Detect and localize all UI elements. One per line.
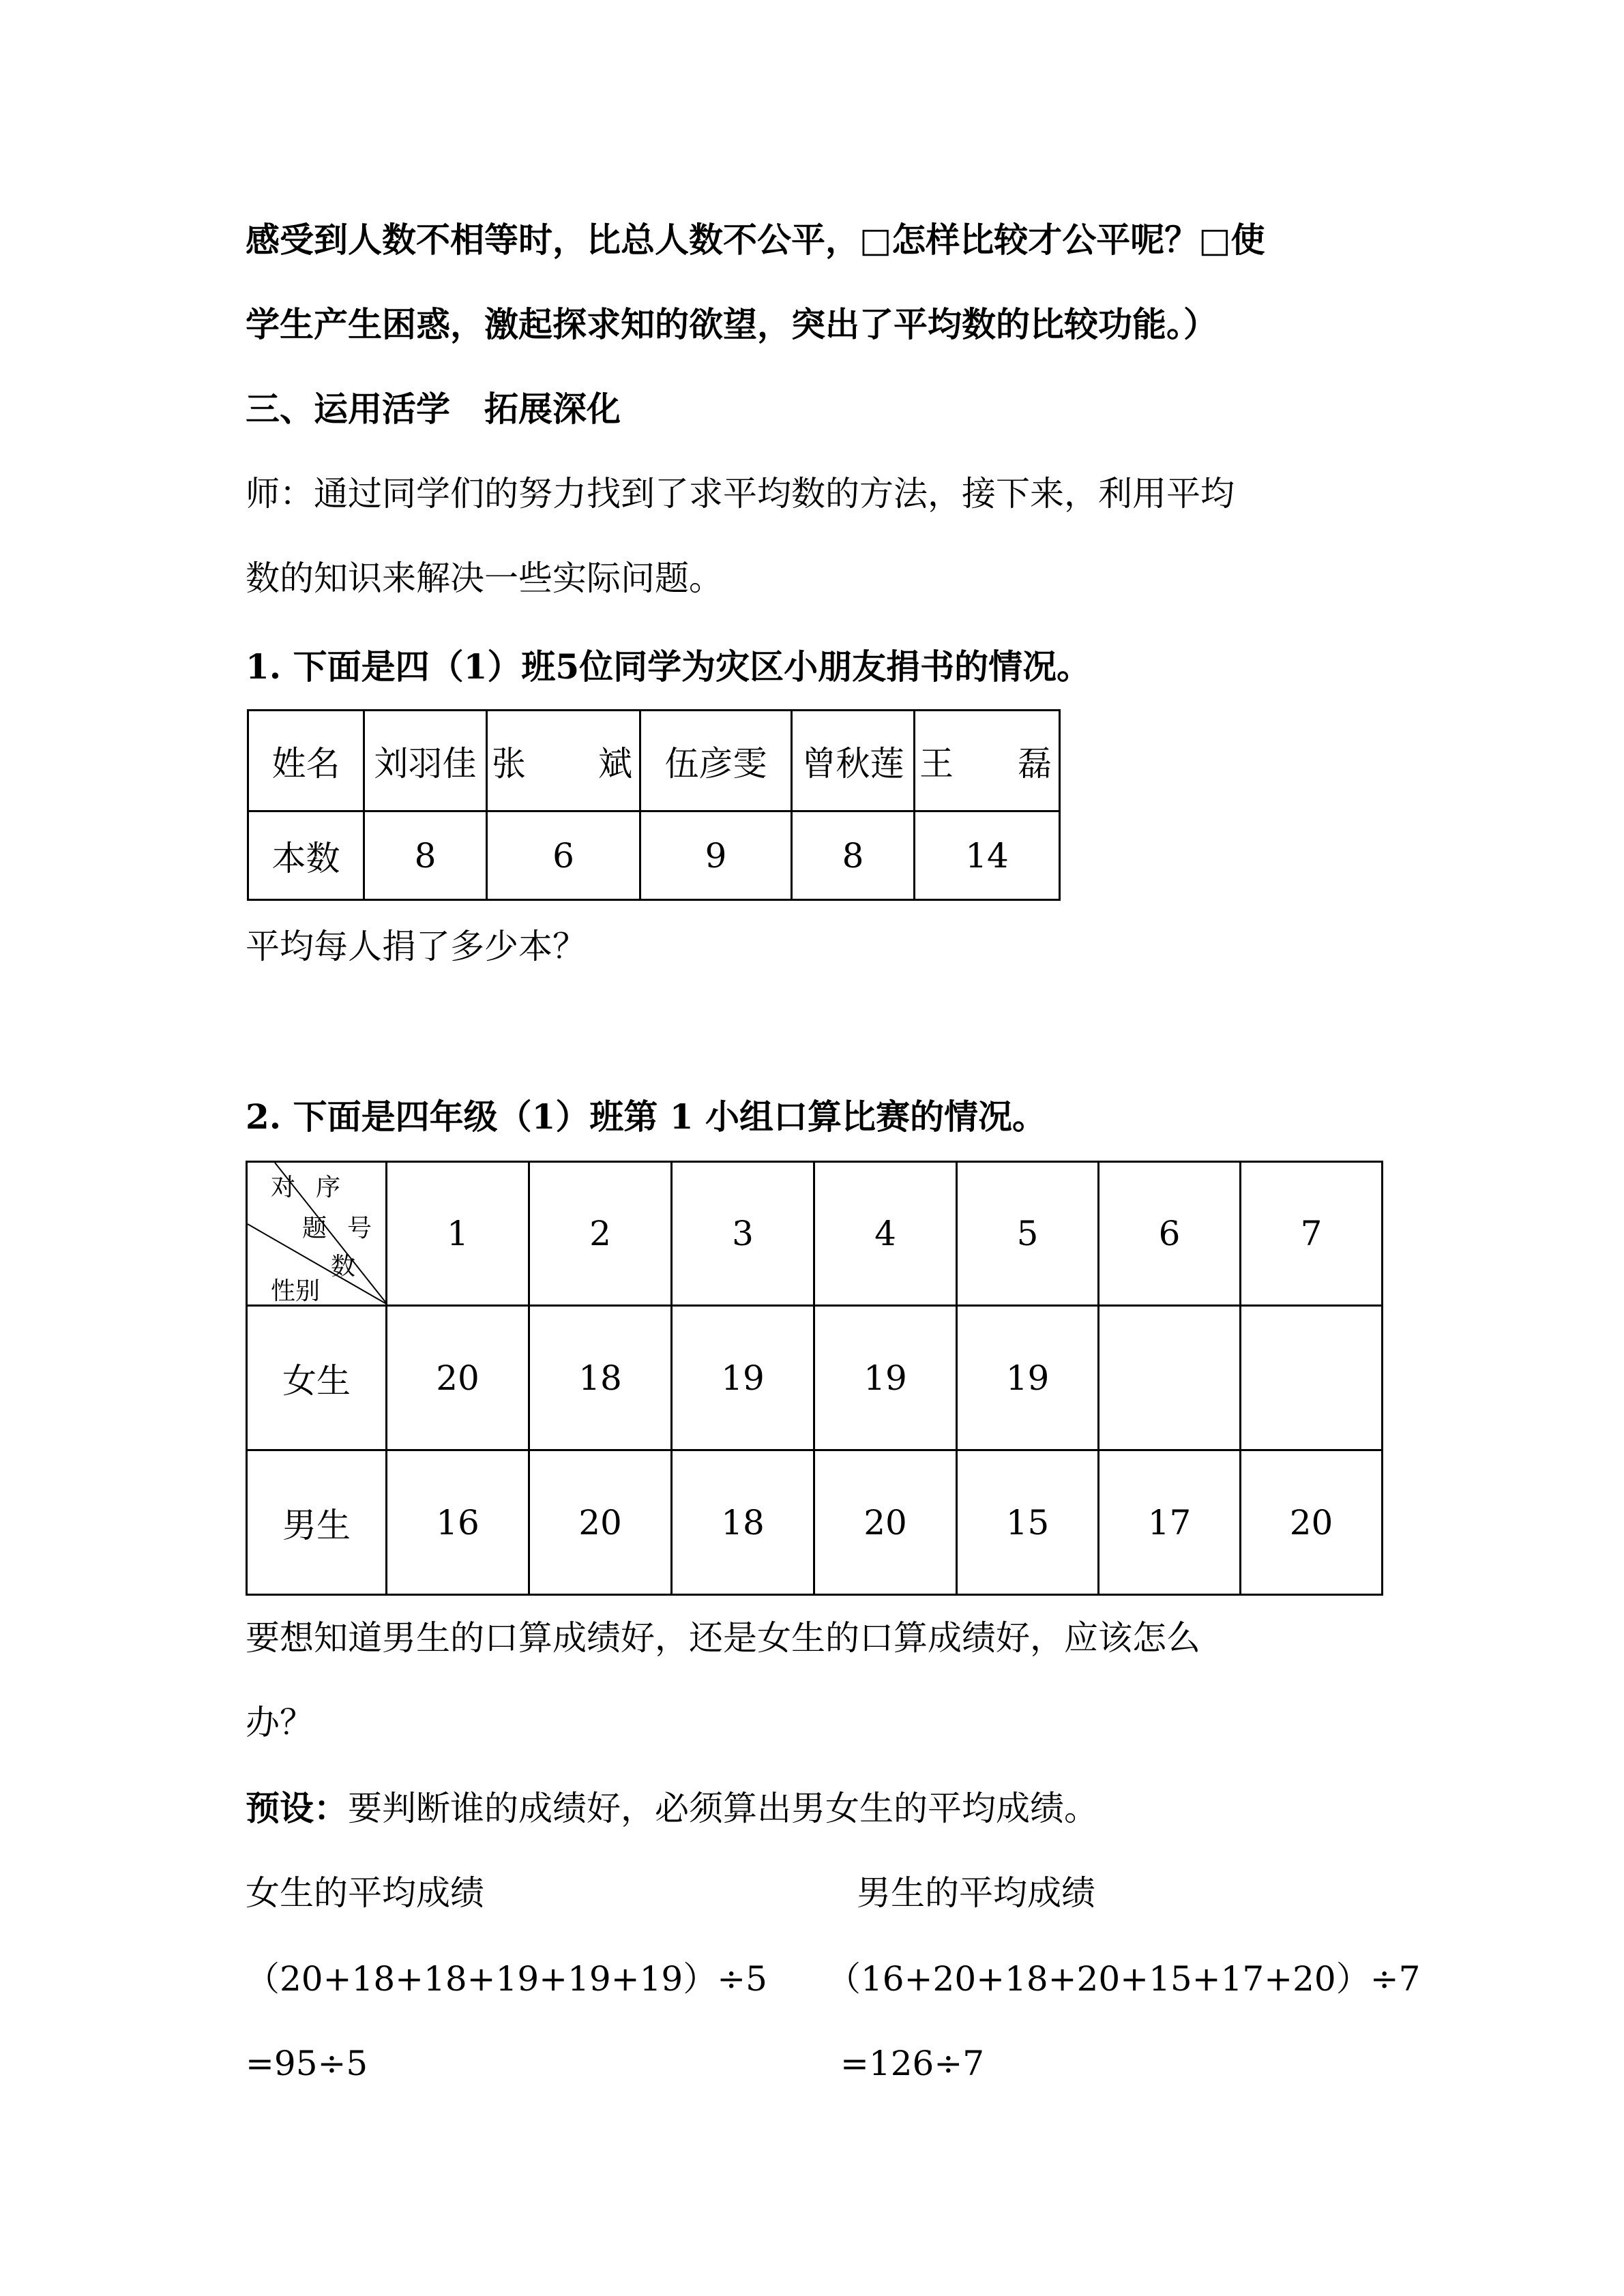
table-header-count: 本数: [248, 811, 364, 900]
name-cell: [487, 711, 640, 811]
boys-average-title: 男生的平均成绩: [857, 1873, 1095, 1913]
score-cell: [1099, 1306, 1241, 1450]
score-cell: 20: [387, 1306, 529, 1450]
count-cell: 8: [792, 811, 915, 900]
section-heading-3: 三、运用活学 拓展深化: [246, 389, 621, 429]
name-part: 张: [492, 743, 526, 784]
column-header: 6: [1099, 1162, 1241, 1306]
corner-label: 数: [331, 1253, 356, 1281]
diagonal-header-cell: [247, 1162, 387, 1306]
paragraph-line-2: 学生产生困惑，激起探求知的欲望，突出了平均数的比较功能。）: [246, 304, 1217, 344]
score-cell: 17: [1099, 1450, 1241, 1595]
corner-label: 题: [302, 1214, 327, 1242]
score-cell: 20: [1241, 1450, 1383, 1595]
score-cell: 18: [672, 1450, 814, 1595]
column-header: 5: [957, 1162, 1099, 1306]
score-cell: 18: [529, 1306, 672, 1450]
score-cell: [1241, 1306, 1383, 1450]
preset-text: 要判断谁的成绩好，必须算出男女生的平均成绩。: [348, 1789, 1098, 1828]
name-cell: 伍彦雯: [640, 711, 792, 811]
name-part: 斌: [598, 743, 632, 784]
score-cell: 20: [529, 1450, 672, 1595]
name-cell: 曾秋莲: [792, 711, 915, 811]
question-2-prompt-line-2: 办？: [246, 1703, 314, 1742]
boys-expression: （16+20+18+20+15+17+20）÷7: [827, 1959, 1421, 1999]
score-cell: 19: [957, 1306, 1099, 1450]
question-2-prompt-line-1: 要想知道男生的口算成绩好，还是女生的口算成绩好，应该怎么: [246, 1618, 1200, 1658]
name-cell: 刘羽佳: [364, 711, 487, 811]
name-part: 磊: [1018, 743, 1052, 784]
donation-table: [247, 709, 1061, 901]
column-header: 4: [814, 1162, 957, 1306]
count-cell: 9: [640, 811, 792, 900]
girls-expression: （20+18+18+19+19+19）÷5: [246, 1959, 767, 1999]
score-cell: 15: [957, 1450, 1099, 1595]
preset-line: [246, 1788, 1098, 1829]
count-cell: 14: [915, 811, 1060, 900]
column-header: 2: [529, 1162, 672, 1306]
paragraph-line-1: 感受到人数不相等时，比总人数不公平，□怎样比较才公平呢？□使: [246, 220, 1265, 260]
corner-label: 号: [347, 1214, 372, 1242]
name-cell: [915, 711, 1060, 811]
girls-row: [247, 1306, 1383, 1450]
score-cell: 20: [814, 1450, 957, 1595]
row-label: 男生: [247, 1450, 387, 1595]
question-1-title: 1. 下面是四（1）班5位同学为灾区小朋友捐书的情况。: [246, 646, 1091, 687]
paragraph-line-3: 师：通过同学们的努力找到了求平均数的方法，接下来，利用平均: [246, 474, 1235, 513]
question-2-title: 2. 下面是四年级（1）班第 1 小组口算比赛的情况。: [246, 1097, 1046, 1137]
preset-label: 预设：: [246, 1788, 348, 1828]
count-cell: 6: [487, 811, 640, 900]
score-cell: 19: [672, 1306, 814, 1450]
girls-result: =95÷5: [246, 2044, 368, 2083]
oral-calc-table: [246, 1161, 1383, 1596]
girls-average-title: 女生的平均成绩: [246, 1873, 484, 1913]
score-cell: 19: [814, 1306, 957, 1450]
question-1-prompt: 平均每人捐了多少本？: [246, 927, 587, 966]
paragraph-line-4: 数的知识来解决一些实际问题。: [246, 558, 723, 598]
corner-label: 对: [271, 1174, 296, 1202]
column-header: 3: [672, 1162, 814, 1306]
corner-label: 序: [316, 1174, 341, 1202]
header-row: [247, 1162, 1383, 1306]
score-cell: 16: [387, 1450, 529, 1595]
column-header: 1: [387, 1162, 529, 1306]
corner-label: 性别: [271, 1277, 321, 1305]
name-part: 王: [919, 743, 954, 784]
donation-name-row: [248, 711, 1060, 811]
row-label: 女生: [247, 1306, 387, 1450]
donation-count-row: [248, 811, 1060, 900]
boys-result: =126÷7: [840, 2044, 985, 2083]
table-header-name: 姓名: [248, 711, 364, 811]
boys-row: [247, 1450, 1383, 1595]
column-header: 7: [1241, 1162, 1383, 1306]
count-cell: 8: [364, 811, 487, 900]
